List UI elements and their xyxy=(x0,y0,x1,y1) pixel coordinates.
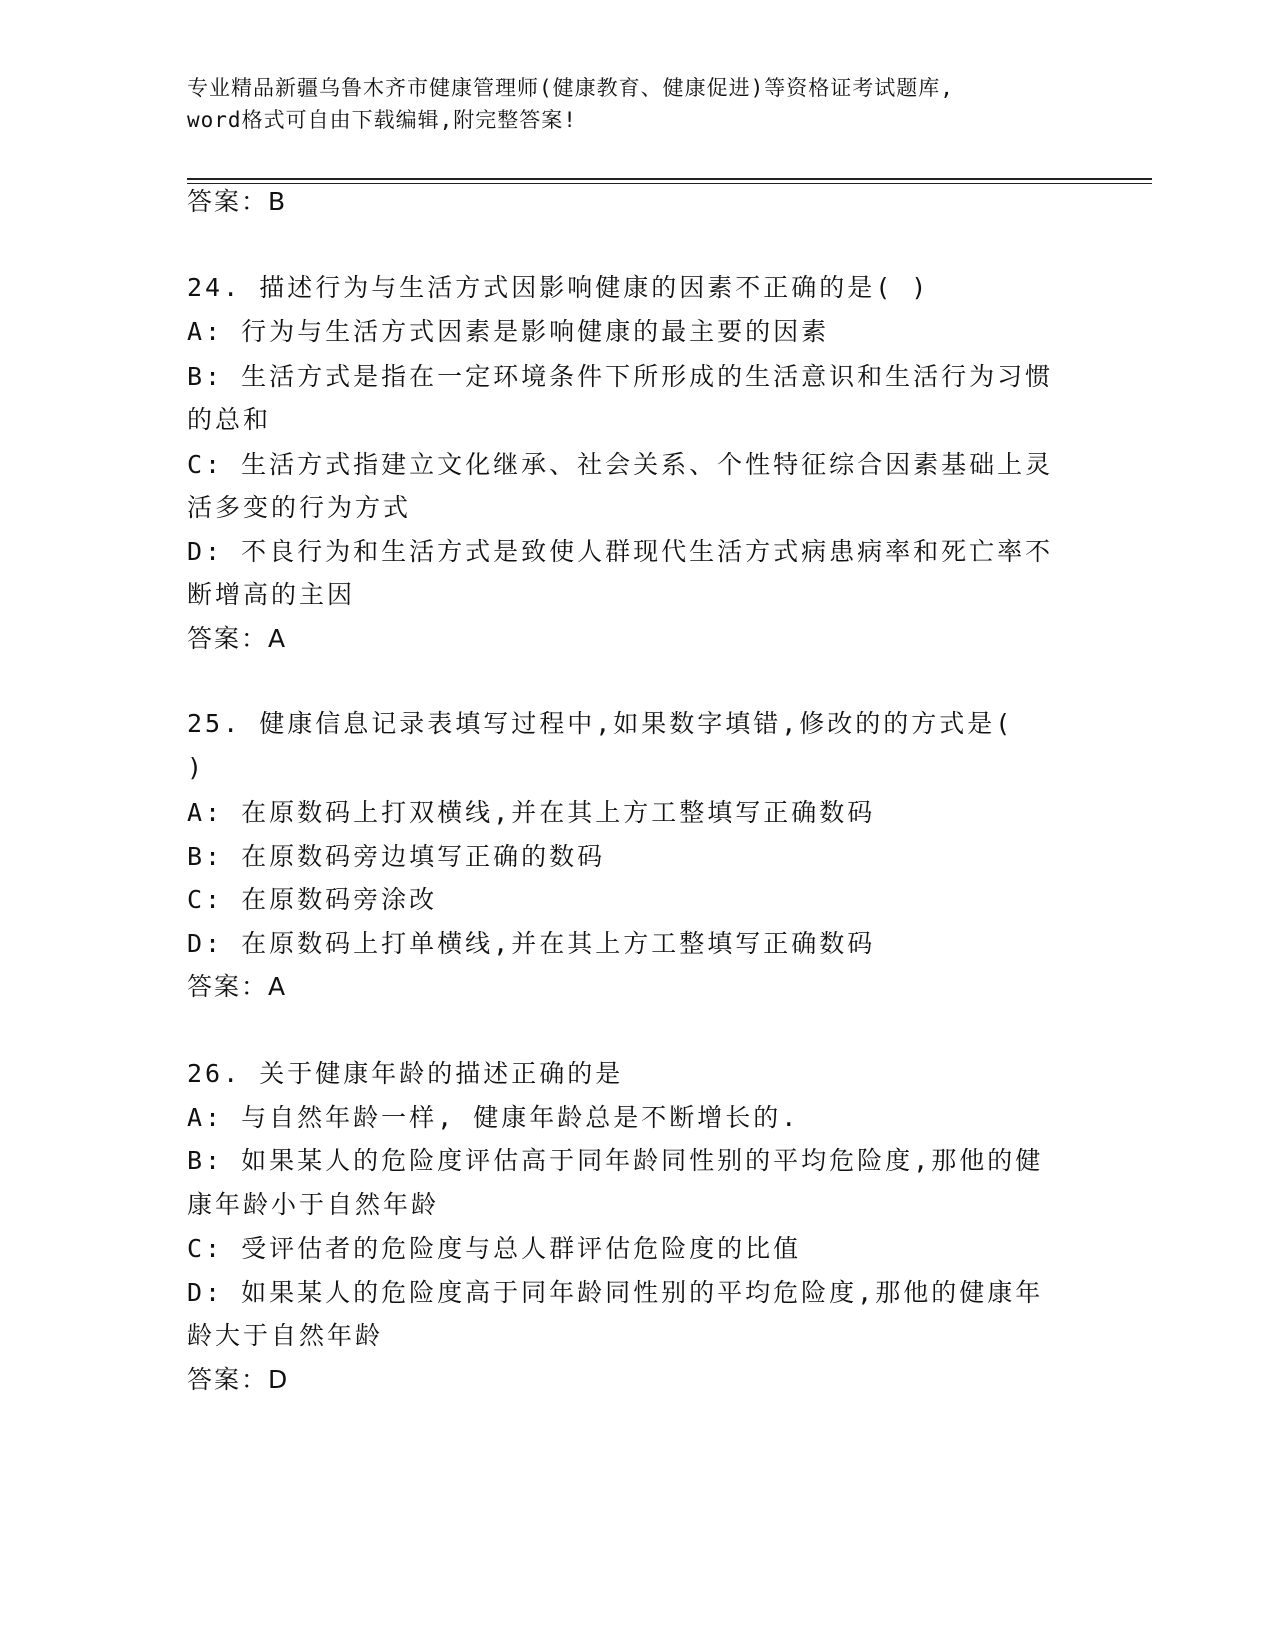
question-25-option-b: B: 在原数码旁边填写正确的数码 xyxy=(187,842,606,871)
question-24-option-d: D: 不良行为和生活方式是致使人群现代生活方式病患病率和死亡率不 xyxy=(187,537,1054,566)
question-25-option-a: A: 在原数码上打双横线,并在其上方工整填写正确数码 xyxy=(187,798,876,827)
header-divider xyxy=(187,178,1152,180)
question-24-option-b-cont: 的总和 xyxy=(187,405,272,434)
header-line-1: 专业精品新疆乌鲁木齐市健康管理师(健康教育、健康促进)等资格证考试题库, xyxy=(187,76,954,100)
answer-24: 答案：A xyxy=(187,624,288,653)
question-26-stem: 26. 关于健康年龄的描述正确的是 xyxy=(187,1059,624,1088)
document-header xyxy=(187,72,1087,136)
question-24-option-c: C: 生活方式指建立文化继承、社会关系、个性特征综合因素基础上灵 xyxy=(187,450,1054,479)
question-24-option-c-cont: 活多变的行为方式 xyxy=(187,493,412,522)
question-26-option-a: A: 与自然年龄一样, 健康年龄总是不断增长的. xyxy=(187,1103,800,1132)
question-26-option-c: C: 受评估者的危险度与总人群评估危险度的比值 xyxy=(187,1234,802,1263)
question-24-option-d-cont: 断增高的主因 xyxy=(187,580,356,609)
question-26-option-b: B: 如果某人的危险度评估高于同年龄同性别的平均危险度,那他的健 xyxy=(187,1146,1044,1175)
question-24-option-a: A: 行为与生活方式因素是影响健康的最主要的因素 xyxy=(187,317,830,346)
question-24-option-b: B: 生活方式是指在一定环境条件下所形成的生活意识和生活行为习惯 xyxy=(187,362,1054,391)
question-24-stem: 24. 描述行为与生活方式因影响健康的因素不正确的是( ) xyxy=(187,273,930,302)
question-25-option-c: C: 在原数码旁涂改 xyxy=(187,885,438,914)
question-25-stem: 25. 健康信息记录表填写过程中,如果数字填错,修改的的方式是( xyxy=(187,709,1014,738)
header-divider-thin xyxy=(187,183,1152,184)
answer-26: 答案：D xyxy=(187,1365,290,1394)
answer-25: 答案：A xyxy=(187,972,288,1001)
question-26-option-b-cont: 康年龄小于自然年龄 xyxy=(187,1190,440,1219)
header-line-2: word格式可自由下载编辑,附完整答案! xyxy=(187,108,577,132)
question-26-option-d-cont: 龄大于自然年龄 xyxy=(187,1321,384,1350)
question-25-stem-cont: ) xyxy=(187,753,206,782)
question-26-option-d: D: 如果某人的危险度高于同年龄同性别的平均危险度,那他的健康年 xyxy=(187,1278,1044,1307)
answer-23: 答案：B xyxy=(187,187,288,216)
question-25-option-d: D: 在原数码上打单横线,并在其上方工整填写正确数码 xyxy=(187,929,876,958)
